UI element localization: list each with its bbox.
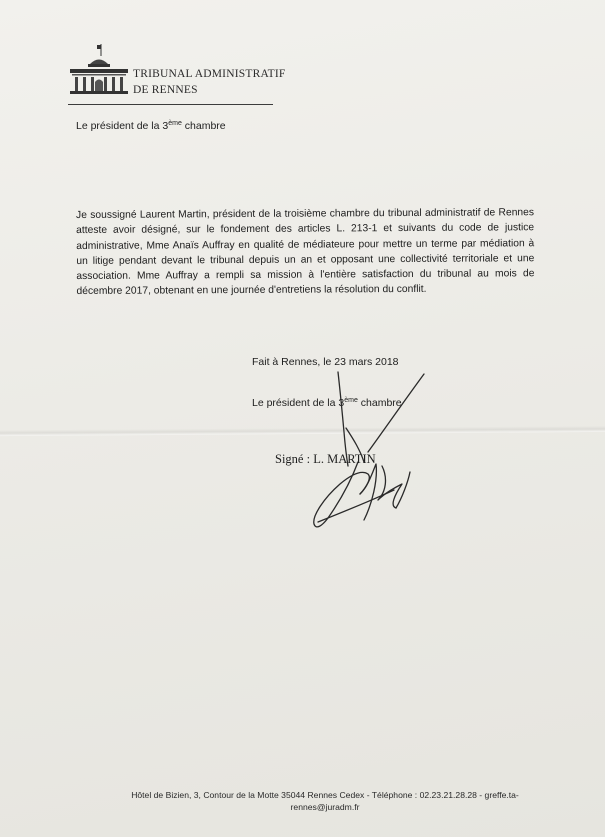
date-place-line: Fait à Rennes, le 23 mars 2018 [252, 356, 399, 368]
header-divider [68, 104, 273, 105]
footer-address [90, 789, 560, 813]
attestation-body: Je soussigné Laurent Martin, président de la troisième chambre du tribunal administratif de Rennes atteste avoir désigné, sur le fondement des articles L. 213-1 et suivants du code de justice administrative, Mme Anaïs Auffray en qualité de médiateure pour mettre un terme par médiation à un litige pendant devant le tribunal depuis un an et opposant une collectivité territoriale et une association. Mme Auffray a rempli sa mission à l'entière satisfaction du tribunal au mois de décembre 2017, obtenant en une journée d'entretiens la résolution du conflit. [76, 207, 535, 298]
footer-line-1: Hôtel de Bizien, 3, Contour de la Motte 35044 Rennes Cedex - Téléphone : 02.23.21.28.28 - greffe.ta- [131, 790, 519, 800]
handwritten-signature [298, 370, 438, 540]
institution-line-1: TRIBUNAL ADMINISTRATIF [133, 68, 286, 80]
president-chamber-signature-title: Le président de la 3ème chambre [252, 397, 402, 409]
institution-name [133, 66, 286, 98]
tribunal-building-icon [68, 42, 130, 98]
signed-by-line: Signé : L. MARTIN [275, 452, 376, 466]
footer-line-2: rennes@juradm.fr [290, 802, 360, 812]
institution-line-2: DE RENNES [133, 84, 198, 96]
president-chamber-header: Le président de la 3ème chambre [76, 120, 226, 132]
